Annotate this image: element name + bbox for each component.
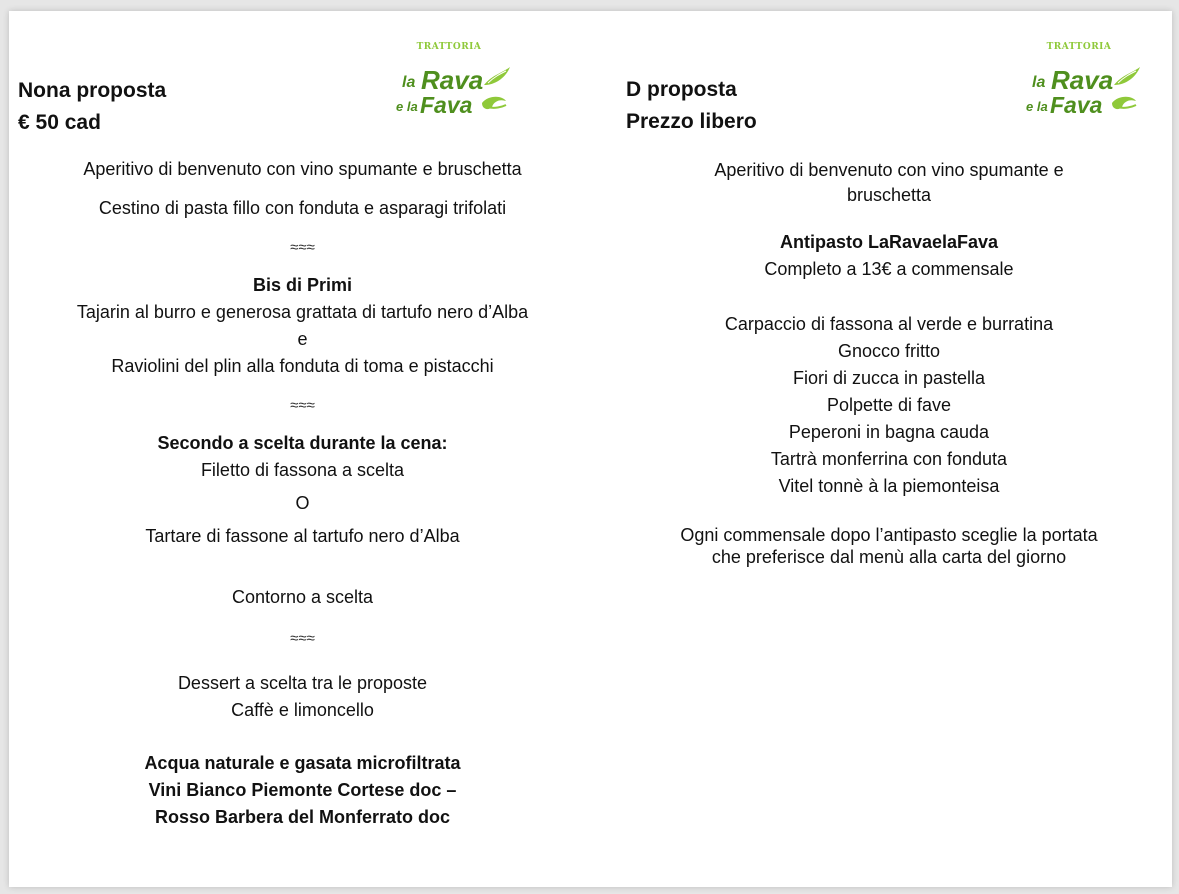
menu-conjunction: O	[295, 493, 310, 513]
menu-item-aperitivo-cont: bruschetta	[846, 185, 932, 205]
section-title-antipasto: Antipasto LaRavaelaFava	[779, 232, 999, 252]
menu-title: D proposta	[626, 78, 737, 101]
menu-item-filetto: Filetto di fassona a scelta	[200, 460, 405, 480]
list-item: Gnocco fritto	[837, 341, 941, 361]
list-item: Carpaccio di fassona al verde e burratina	[724, 314, 1054, 334]
menu-item-tartare: Tartare di fassone al tartufo nero d’Alba	[145, 526, 460, 546]
menu-column-nona-proposta	[9, 11, 589, 887]
menu-item-aperitivo: Aperitivo di benvenuto con vino spumante e bruschetta	[83, 159, 522, 179]
menu-item-aperitivo: Aperitivo di benvenuto con vino spumante e	[714, 160, 1064, 180]
logo-text-rava: Rava	[1051, 65, 1114, 95]
logo-text-la: la	[402, 74, 416, 91]
section-separator: ≈≈≈	[290, 239, 315, 256]
footer-note-line2: che preferisce dal menù alla carta del giorno	[711, 547, 1067, 567]
menu-conjunction: e	[297, 329, 308, 349]
logo-wordmark	[1014, 55, 1144, 125]
trattoria-logo	[1014, 39, 1144, 129]
menu-price: Prezzo libero	[626, 110, 757, 133]
drinks-line-acqua: Acqua naturale e gasata microfiltrata	[144, 753, 461, 773]
menu-price: € 50 cad	[18, 111, 101, 134]
menu-title: Nona proposta	[18, 79, 167, 102]
menu-item-tajarin: Tajarin al burro e generosa grattata di tartufo nero d’Alba	[76, 302, 529, 322]
menu-column-d-proposta	[609, 11, 1172, 887]
drinks-line-vini: Vini Bianco Piemonte Cortese doc –	[148, 780, 457, 800]
menu-header	[626, 74, 757, 138]
logo-text-la: la	[1032, 74, 1046, 91]
antipasto-price-note: Completo a 13€ a commensale	[764, 259, 1014, 279]
logo-text-ela: e la	[396, 99, 418, 114]
footer-note-line1: Ogni commensale dopo l’antipasto sceglie la portata	[680, 525, 1098, 545]
list-item: Vitel tonnè à la piemonteisa	[778, 476, 1000, 496]
section-title-primi: Bis di Primi	[252, 275, 353, 295]
logo-trattoria-label: TRATTORIA	[1046, 42, 1112, 52]
menu-body	[609, 157, 1169, 568]
menu-item-caffe: Caffè e limoncello	[231, 700, 374, 720]
logo-trattoria-label: TRATTORIA	[416, 42, 482, 52]
menu-page	[9, 11, 1172, 887]
logo-text-fava: Fava	[420, 92, 473, 118]
section-title-secondo: Secondo a scelta durante la cena:	[157, 433, 448, 453]
antipasto-list	[609, 311, 1169, 500]
trattoria-logo	[384, 39, 514, 129]
logo-text-rava: Rava	[421, 65, 484, 95]
list-item: Peperoni in bagna cauda	[788, 422, 990, 442]
section-separator: ≈≈≈	[290, 630, 315, 647]
logo-wordmark	[384, 55, 514, 125]
menu-header	[18, 75, 166, 139]
logo-text-ela: e la	[1026, 99, 1048, 114]
drinks-line-rosso: Rosso Barbera del Monferrato doc	[154, 807, 451, 827]
list-item: Fiori di zucca in pastella	[792, 368, 986, 388]
menu-item-contorno: Contorno a scelta	[231, 587, 374, 607]
logo-text-fava: Fava	[1050, 92, 1103, 118]
section-separator: ≈≈≈	[290, 397, 315, 414]
list-item: Tartrà monferrina con fonduta	[770, 449, 1008, 469]
menu-item-cestino: Cestino di pasta fillo con fonduta e asparagi trifolati	[98, 198, 507, 218]
menu-item-raviolini: Raviolini del plin alla fonduta di toma e pistacchi	[111, 356, 494, 376]
menu-item-dessert: Dessert a scelta tra le proposte	[177, 673, 428, 693]
menu-body	[9, 156, 596, 831]
list-item: Polpette di fave	[826, 395, 952, 415]
